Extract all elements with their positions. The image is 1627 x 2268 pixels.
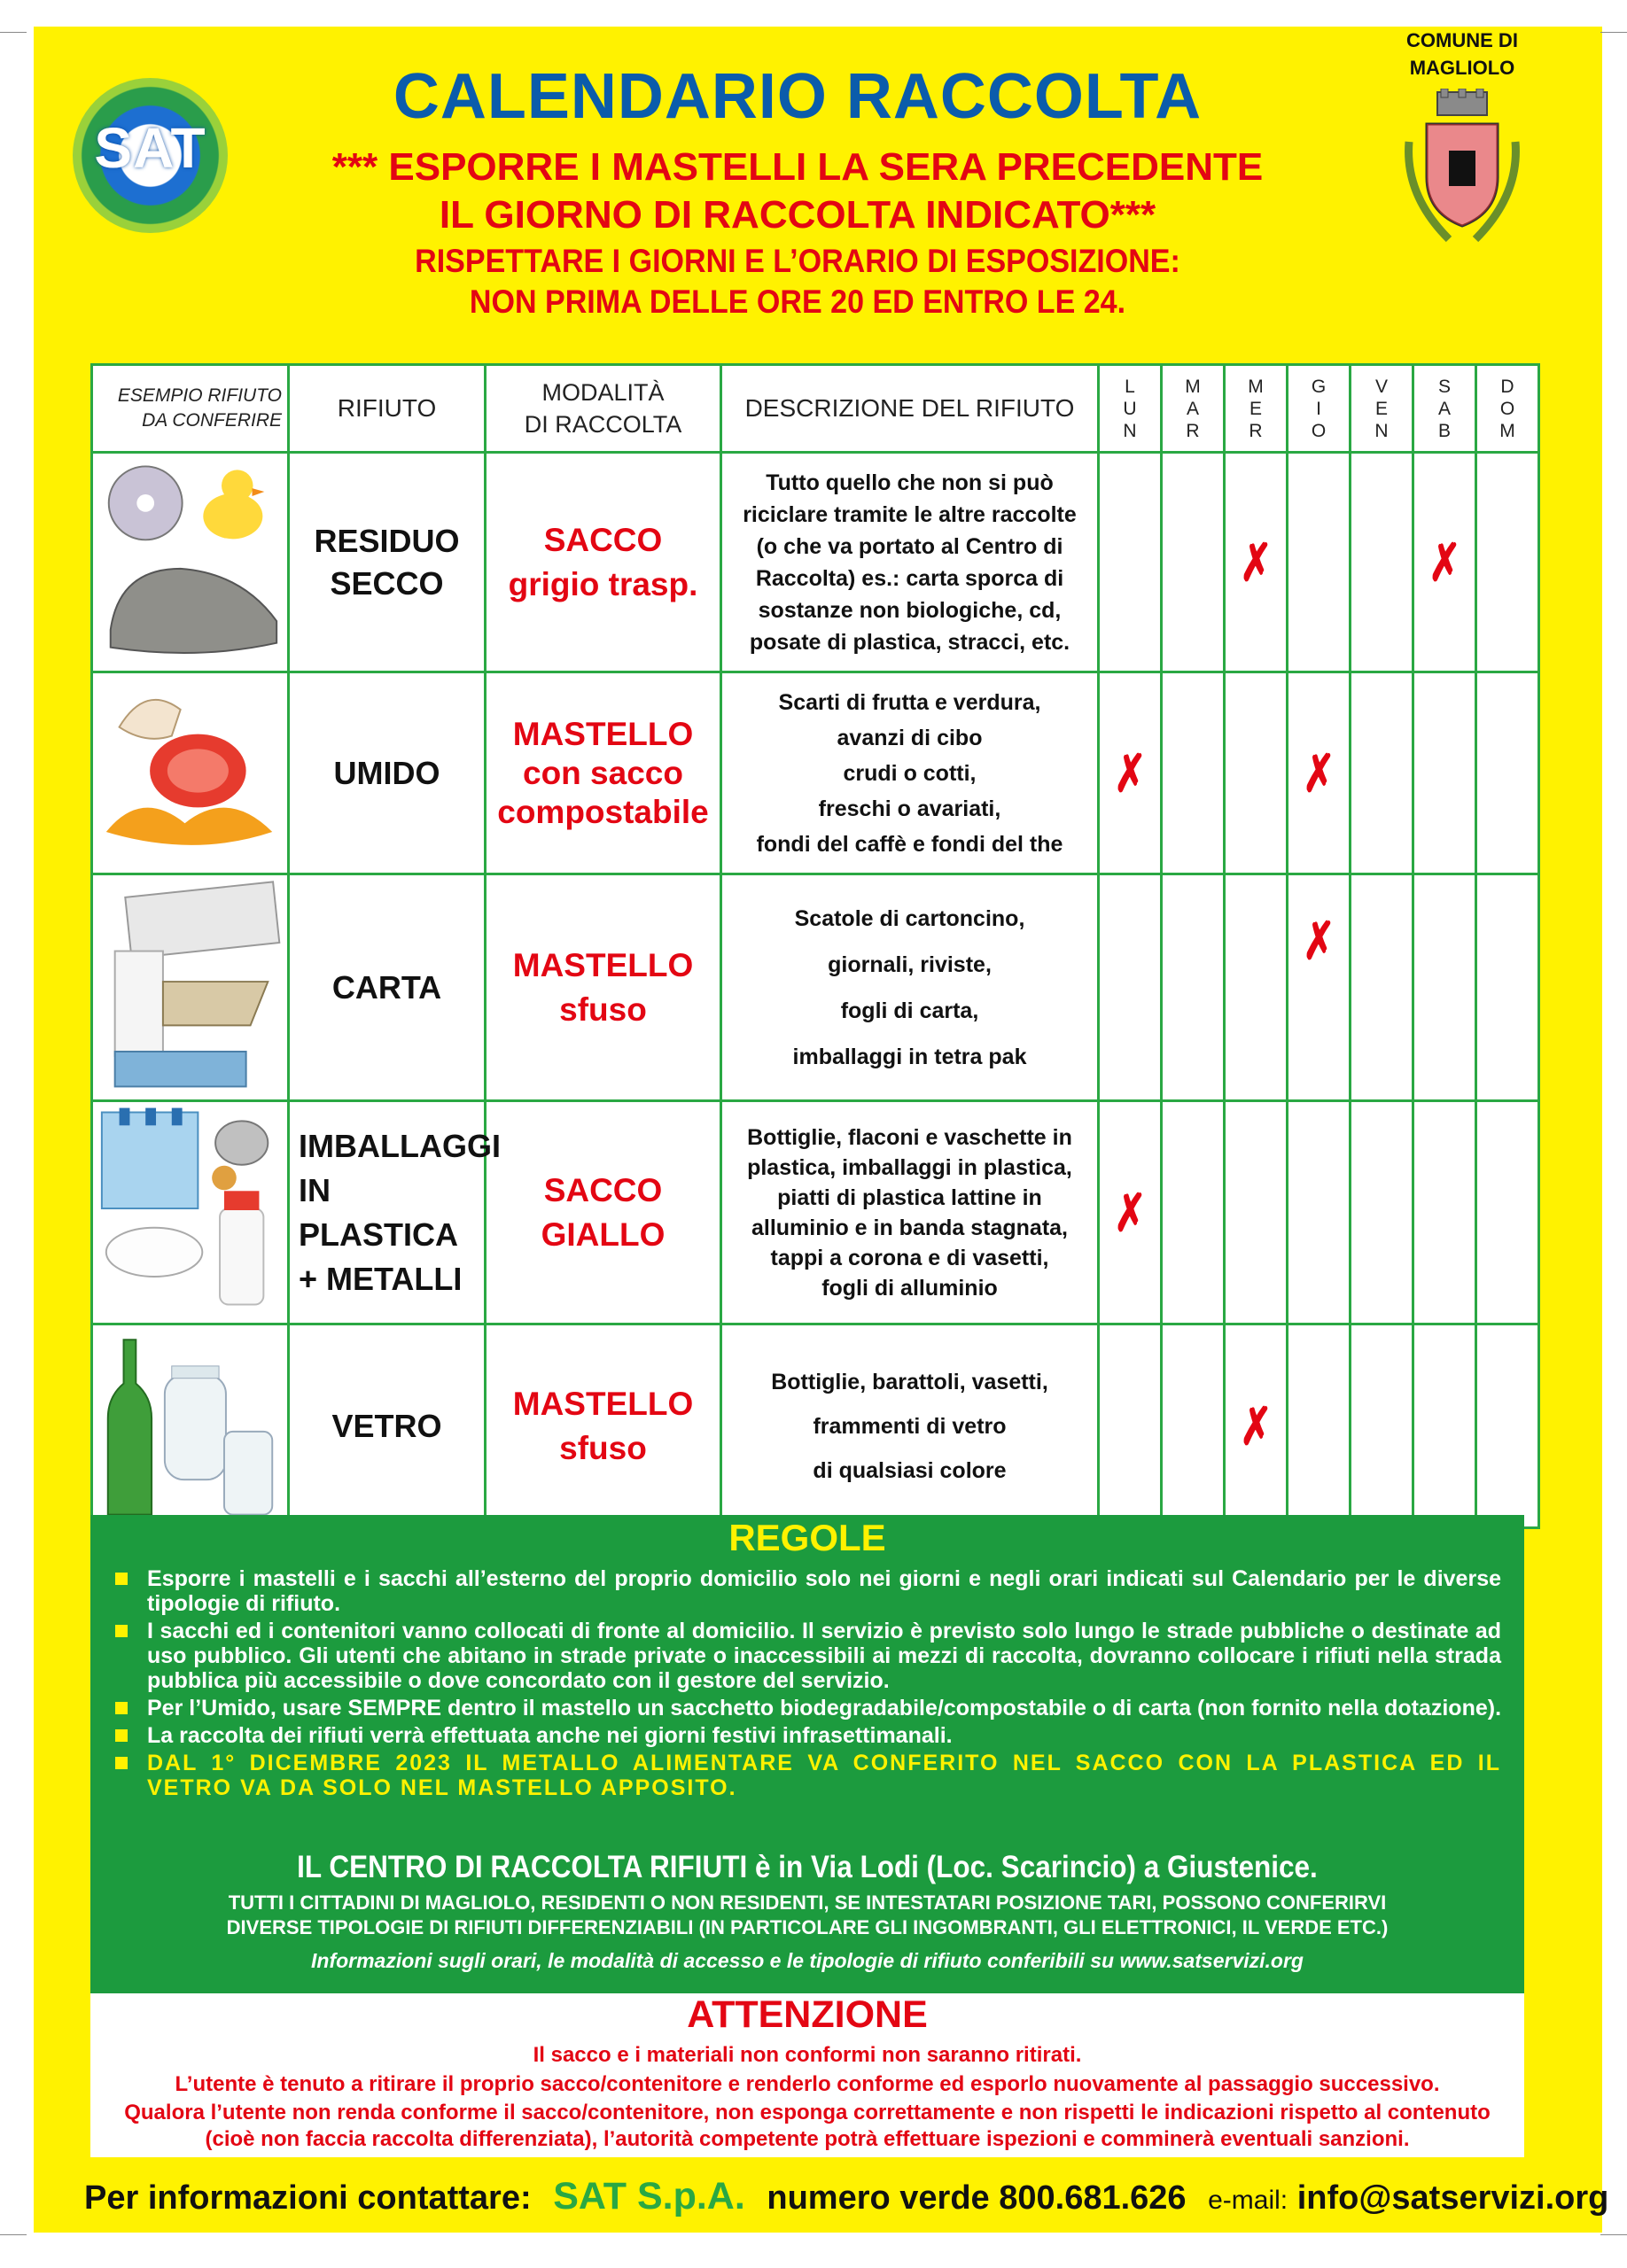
collection-mode <box>486 672 721 874</box>
contact-prefix: Per informazioni contattare: <box>84 2179 532 2217</box>
example-image-vetro <box>92 1324 289 1528</box>
mode-line: sfuso <box>559 990 647 1028</box>
sat-logo-text: SAT <box>94 116 206 180</box>
day-cell-lun <box>1099 672 1162 874</box>
waste-name-line: IMBALLAGGI <box>299 1127 501 1164</box>
crop-mark <box>0 2234 27 2235</box>
description-line: Bottiglie, barattoli, vasetti, <box>771 1369 1048 1394</box>
waste-name-line: CARTA <box>331 968 442 1006</box>
crop-mark <box>1600 2234 1627 2235</box>
day-cell-sab <box>1413 1101 1476 1324</box>
description-line: Scarti di frutta e verdura, <box>778 689 1041 715</box>
citizens-info <box>90 1891 1524 1940</box>
day-cell-mer <box>1225 453 1288 672</box>
day-letter: E <box>1374 398 1388 419</box>
table-row-residuo-secco <box>92 453 1539 672</box>
dry-waste-illustration-icon <box>93 454 287 666</box>
email-label: e-mail: <box>1208 2186 1288 2215</box>
waste-name <box>289 1101 501 1324</box>
rules-section <box>90 1515 1524 1993</box>
waste-name <box>289 453 486 672</box>
contact-line <box>84 2175 1609 2218</box>
collection-mode <box>486 1101 721 1324</box>
rule-item: Esporre i mastelli e i sacchi all’esterno del proprio domicilio solo nei giorni e negli orari indicati sul Calendario per le diverse tipologie di rifiuto. <box>110 1566 1501 1616</box>
day-letter: E <box>1249 398 1262 419</box>
mode-line: sfuso <box>559 1429 647 1466</box>
rule-item: Per l’Umido, usare SEMPRE dentro il mastello un sacchetto biodegradabile/compostabile o di carta (non fornito nella dotazione). <box>110 1696 1501 1720</box>
day-cell-mar <box>1162 672 1225 874</box>
collection-mode <box>486 453 721 672</box>
header-day-dom <box>1476 365 1539 453</box>
day-cell-dom <box>1476 874 1539 1101</box>
header-day-ven <box>1351 365 1413 453</box>
header-mode <box>486 365 721 453</box>
description-line: riciclare tramite le altre raccolte <box>743 501 1077 527</box>
description-line: sostanze non biologiche, cd, <box>758 597 1062 623</box>
municipality-line-1: COMUNE DI <box>1406 29 1518 51</box>
day-cell-mar <box>1162 874 1225 1101</box>
mode-line: con sacco <box>523 754 683 791</box>
day-cell-sab <box>1413 453 1476 672</box>
day-letter: V <box>1374 376 1388 397</box>
exposure-notice <box>308 241 1287 322</box>
attention-line: Qualora l’utente non renda conforme il sacco/contenitore, non esponga correttamente e non rispetti le indicazioni rispetto al contenuto (cioè non faccia raccolta differenziata), l’autorità competente potrà effettuare ispezioni e comminerà eventuali sanzioni. <box>124 2101 1491 2151</box>
collection-center-info: IL CENTRO DI RACCOLTA RIFIUTI è in Via Lodi (Loc. Scarincio) a Giustenice. <box>297 1850 1318 1884</box>
day-letter: M <box>1499 420 1515 441</box>
day-cell-mer <box>1225 1101 1288 1324</box>
description-line: Raccolta) es.: carta sporca di <box>755 565 1064 591</box>
day-cell-lun <box>1099 1101 1162 1324</box>
example-image-carta <box>92 874 289 1101</box>
plastic-metal-illustration-icon <box>93 1102 287 1318</box>
mode-line: compostabile <box>497 793 709 830</box>
day-cell-dom <box>1476 1101 1539 1324</box>
day-letter: M <box>1185 376 1201 397</box>
day-cell-gio <box>1288 1101 1351 1324</box>
header-waste: RIFIUTO <box>289 365 486 453</box>
company-name: SAT S.p.A. <box>553 2175 745 2218</box>
municipality-line-2: MAGLIOLO <box>1409 57 1515 79</box>
description-line: posate di plastica, stracci, etc. <box>749 629 1070 655</box>
day-cell-gio <box>1288 874 1351 1101</box>
header-description: DESCRIZIONE DEL RIFIUTO <box>721 365 1099 453</box>
citizens-line: DIVERSE TIPOLOGIE DI RIFIUTI DIFFERENZIABILI (IN PARTICOLARE GLI INGOMBRANTI, GLI ELETTRONICI, IL VERDE ETC.) <box>226 1916 1389 1938</box>
toll-free-number: numero verde 800.681.626 <box>767 2179 1187 2217</box>
day-letter: B <box>1437 420 1451 441</box>
description-line: di qualsiasi colore <box>813 1457 1007 1483</box>
day-cell-sab <box>1413 874 1476 1101</box>
day-cell-lun <box>1099 1324 1162 1528</box>
day-letter: G <box>1311 376 1327 397</box>
header-example-line-2: DA CONFERIRE <box>142 410 282 431</box>
description-line: freschi o avariati, <box>818 796 1001 821</box>
collection-day-mark: ✗ <box>1302 913 1335 970</box>
waste-description <box>721 1324 1099 1528</box>
description-line: frammenti di vetro <box>813 1413 1007 1439</box>
waste-name-line: VETRO <box>331 1407 442 1444</box>
day-letter: I <box>1316 398 1321 419</box>
day-letter: N <box>1374 420 1389 441</box>
header-mode-line-2: DI RACCOLTA <box>524 411 682 438</box>
coat-of-arms-icon <box>1400 89 1524 248</box>
header-day-mar <box>1162 365 1225 453</box>
mode-line: grigio trasp. <box>508 565 698 602</box>
collection-mode <box>486 874 721 1101</box>
collection-calendar-table <box>90 363 1540 1529</box>
collection-day-mark: ✗ <box>1113 1184 1147 1242</box>
day-cell-ven <box>1351 874 1413 1101</box>
day-cell-ven <box>1351 1324 1413 1528</box>
waste-description <box>721 1101 1099 1324</box>
waste-description <box>721 672 1099 874</box>
day-letter: R <box>1186 420 1200 441</box>
day-letter: L <box>1125 376 1135 397</box>
header-day-gio <box>1288 365 1351 453</box>
description-line: imballaggi in tetra pak <box>792 1044 1027 1069</box>
description-line: giornali, riviste, <box>828 951 992 977</box>
description-line: avanzi di cibo <box>837 725 983 750</box>
mode-line: MASTELLO <box>512 946 694 983</box>
description-line: tappi a corona e di vasetti, <box>770 1245 1049 1270</box>
website-info: Informazioni sugli orari, le modalità di accesso e le tipologie di rifiuto conferibili su www.satservizi.org <box>311 1949 1304 1972</box>
mode-line: SACCO <box>543 521 663 558</box>
day-letter: A <box>1186 398 1199 419</box>
day-cell-lun <box>1099 453 1162 672</box>
day-letter: U <box>1123 398 1137 419</box>
day-cell-sab <box>1413 672 1476 874</box>
day-cell-ven <box>1351 672 1413 874</box>
day-cell-ven <box>1351 453 1413 672</box>
mode-line: MASTELLO <box>512 715 694 752</box>
table-header-row <box>92 365 1539 453</box>
header-day-sab <box>1413 365 1476 453</box>
day-cell-lun <box>1099 874 1162 1101</box>
collection-day-mark: ✗ <box>1239 1397 1273 1456</box>
description-line: (o che va portato al Centro di <box>756 533 1063 559</box>
subtitle <box>266 144 1329 239</box>
day-cell-mar <box>1162 1101 1225 1324</box>
example-image-imballaggi <box>92 1101 289 1324</box>
notice-line-2: NON PRIMA DELLE ORE 20 ED ENTRO LE 24. <box>469 284 1126 320</box>
attention-line: Il sacco e i materiali non conformi non saranno ritirati. <box>533 2043 1082 2067</box>
waste-description <box>721 874 1099 1101</box>
collection-day-mark: ✗ <box>1302 744 1335 803</box>
description-line: fogli di alluminio <box>821 1275 998 1301</box>
header-day-lun <box>1099 365 1162 453</box>
example-image-umido <box>92 672 289 874</box>
waste-name-line: + METALLI <box>299 1260 463 1297</box>
notice-line-1: RISPETTARE I GIORNI E L’ORARIO DI ESPOSIZIONE: <box>415 243 1180 279</box>
description-line: alluminio e in banda stagnata, <box>751 1215 1068 1240</box>
day-letter: D <box>1500 376 1514 397</box>
header-example <box>92 365 289 453</box>
description-line: plastica, imballaggi in plastica, <box>747 1154 1072 1180</box>
glass-illustration-icon <box>93 1325 287 1522</box>
collection-day-mark: ✗ <box>1113 744 1147 803</box>
description-line: Scatole di cartoncino, <box>794 905 1025 931</box>
mode-line: GIALLO <box>541 1216 666 1253</box>
collection-mode <box>486 1324 721 1528</box>
table-row-umido <box>92 672 1539 874</box>
rule-highlight: DAL 1° DICEMBRE 2023 IL METALLO ALIMENTARE VA CONFERITO NEL SACCO CON LA PLASTICA ED IL VETRO VA DA SOLO NEL MASTELLO APPOSITO. <box>110 1751 1501 1800</box>
description-line: fondi del caffè e fondi del the <box>756 831 1063 857</box>
day-cell-ven <box>1351 1101 1413 1324</box>
table-row-vetro <box>92 1324 1539 1528</box>
attention-line: L’utente è tenuto a ritirare il proprio sacco/contenitore e renderlo conforme ed esporlo nuovamente al passaggio successivo. <box>175 2072 1440 2096</box>
day-letter: O <box>1311 420 1327 441</box>
day-letter: A <box>1437 398 1451 419</box>
day-letter: M <box>1248 376 1264 397</box>
mode-line: SACCO <box>543 1171 663 1208</box>
mode-line: MASTELLO <box>512 1385 694 1422</box>
waste-name <box>289 1324 486 1528</box>
waste-name-line: IN PLASTICA <box>299 1171 458 1253</box>
day-letter: S <box>1437 376 1451 397</box>
description-line: crudi o cotti, <box>843 760 977 786</box>
day-letter: O <box>1499 398 1515 419</box>
day-cell-mar <box>1162 453 1225 672</box>
waste-name-line: RESIDUO <box>314 522 460 559</box>
page-title: CALENDARIO RACCOLTA <box>393 61 1203 132</box>
day-cell-mer <box>1225 672 1288 874</box>
header-day-mer <box>1225 365 1288 453</box>
day-cell-mer <box>1225 1324 1288 1528</box>
day-cell-mar <box>1162 1324 1225 1528</box>
rule-item: I sacchi ed i contenitori vanno collocati di fronte al domicilio. Il servizio è previsto solo lungo le strade pubbliche o destinate ad uso pubblico. Gli utenti che abitano in strade private o inaccessibili ai mezzi di raccolta, dovranno collocare i rifiuti nella strada pubblica più accessibile o dove concordato con il gestore del servizio. <box>110 1619 1501 1693</box>
day-cell-gio <box>1288 1324 1351 1528</box>
day-letter: R <box>1249 420 1263 441</box>
attention-section <box>90 1993 1524 2157</box>
waste-name-line: UMIDO <box>333 754 440 791</box>
rules-title: REGOLE <box>728 1517 886 1558</box>
collection-day-mark: ✗ <box>1239 533 1273 592</box>
example-image-residuo <box>92 453 289 672</box>
header-mode-line-1: MODALITÀ <box>541 379 665 406</box>
collection-day-mark: ✗ <box>1428 533 1461 592</box>
email-address[interactable]: info@satservizi.org <box>1296 2179 1609 2217</box>
day-cell-gio <box>1288 672 1351 874</box>
citizens-line: TUTTI I CITTADINI DI MAGLIOLO, RESIDENTI O NON RESIDENTI, SE INTESTATARI POSIZIONE TARI, POSSONO CONFERIRVI <box>228 1891 1387 1914</box>
table-row-imballaggi <box>92 1101 1539 1324</box>
description-line: fogli di carta, <box>840 998 979 1023</box>
waste-name <box>289 874 486 1101</box>
description-line: Tutto quello che non si può <box>766 470 1054 495</box>
rules-list <box>110 1566 1501 1803</box>
day-cell-dom <box>1476 672 1539 874</box>
header-example-line-1: ESEMPIO RIFIUTO <box>117 385 282 406</box>
day-cell-mer <box>1225 874 1288 1101</box>
organic-waste-illustration-icon <box>93 673 287 868</box>
description-line: piatti di plastica lattine in <box>777 1184 1042 1210</box>
municipality-name <box>1365 27 1560 82</box>
crop-mark <box>0 32 27 33</box>
paper-waste-illustration-icon <box>93 875 287 1095</box>
day-cell-dom <box>1476 453 1539 672</box>
description-line: Bottiglie, flaconi e vaschette in <box>747 1124 1072 1150</box>
subtitle-line-1: *** ESPORRE I MASTELLI LA SERA PRECEDENTE <box>331 145 1264 189</box>
waste-description <box>721 453 1099 672</box>
crop-mark <box>1600 32 1627 33</box>
day-cell-sab <box>1413 1324 1476 1528</box>
subtitle-line-2: IL GIORNO DI RACCOLTA INDICATO*** <box>439 193 1156 237</box>
day-cell-gio <box>1288 453 1351 672</box>
day-letter: N <box>1123 420 1137 441</box>
waste-name-line: SECCO <box>330 564 444 602</box>
waste-name <box>289 672 486 874</box>
day-cell-dom <box>1476 1324 1539 1528</box>
rule-item: La raccolta dei rifiuti verrà effettuata anche nei giorni festivi infrasettimanali. <box>110 1723 1501 1748</box>
table-row-carta <box>92 874 1539 1101</box>
attention-title: ATTENZIONE <box>687 1993 928 2036</box>
